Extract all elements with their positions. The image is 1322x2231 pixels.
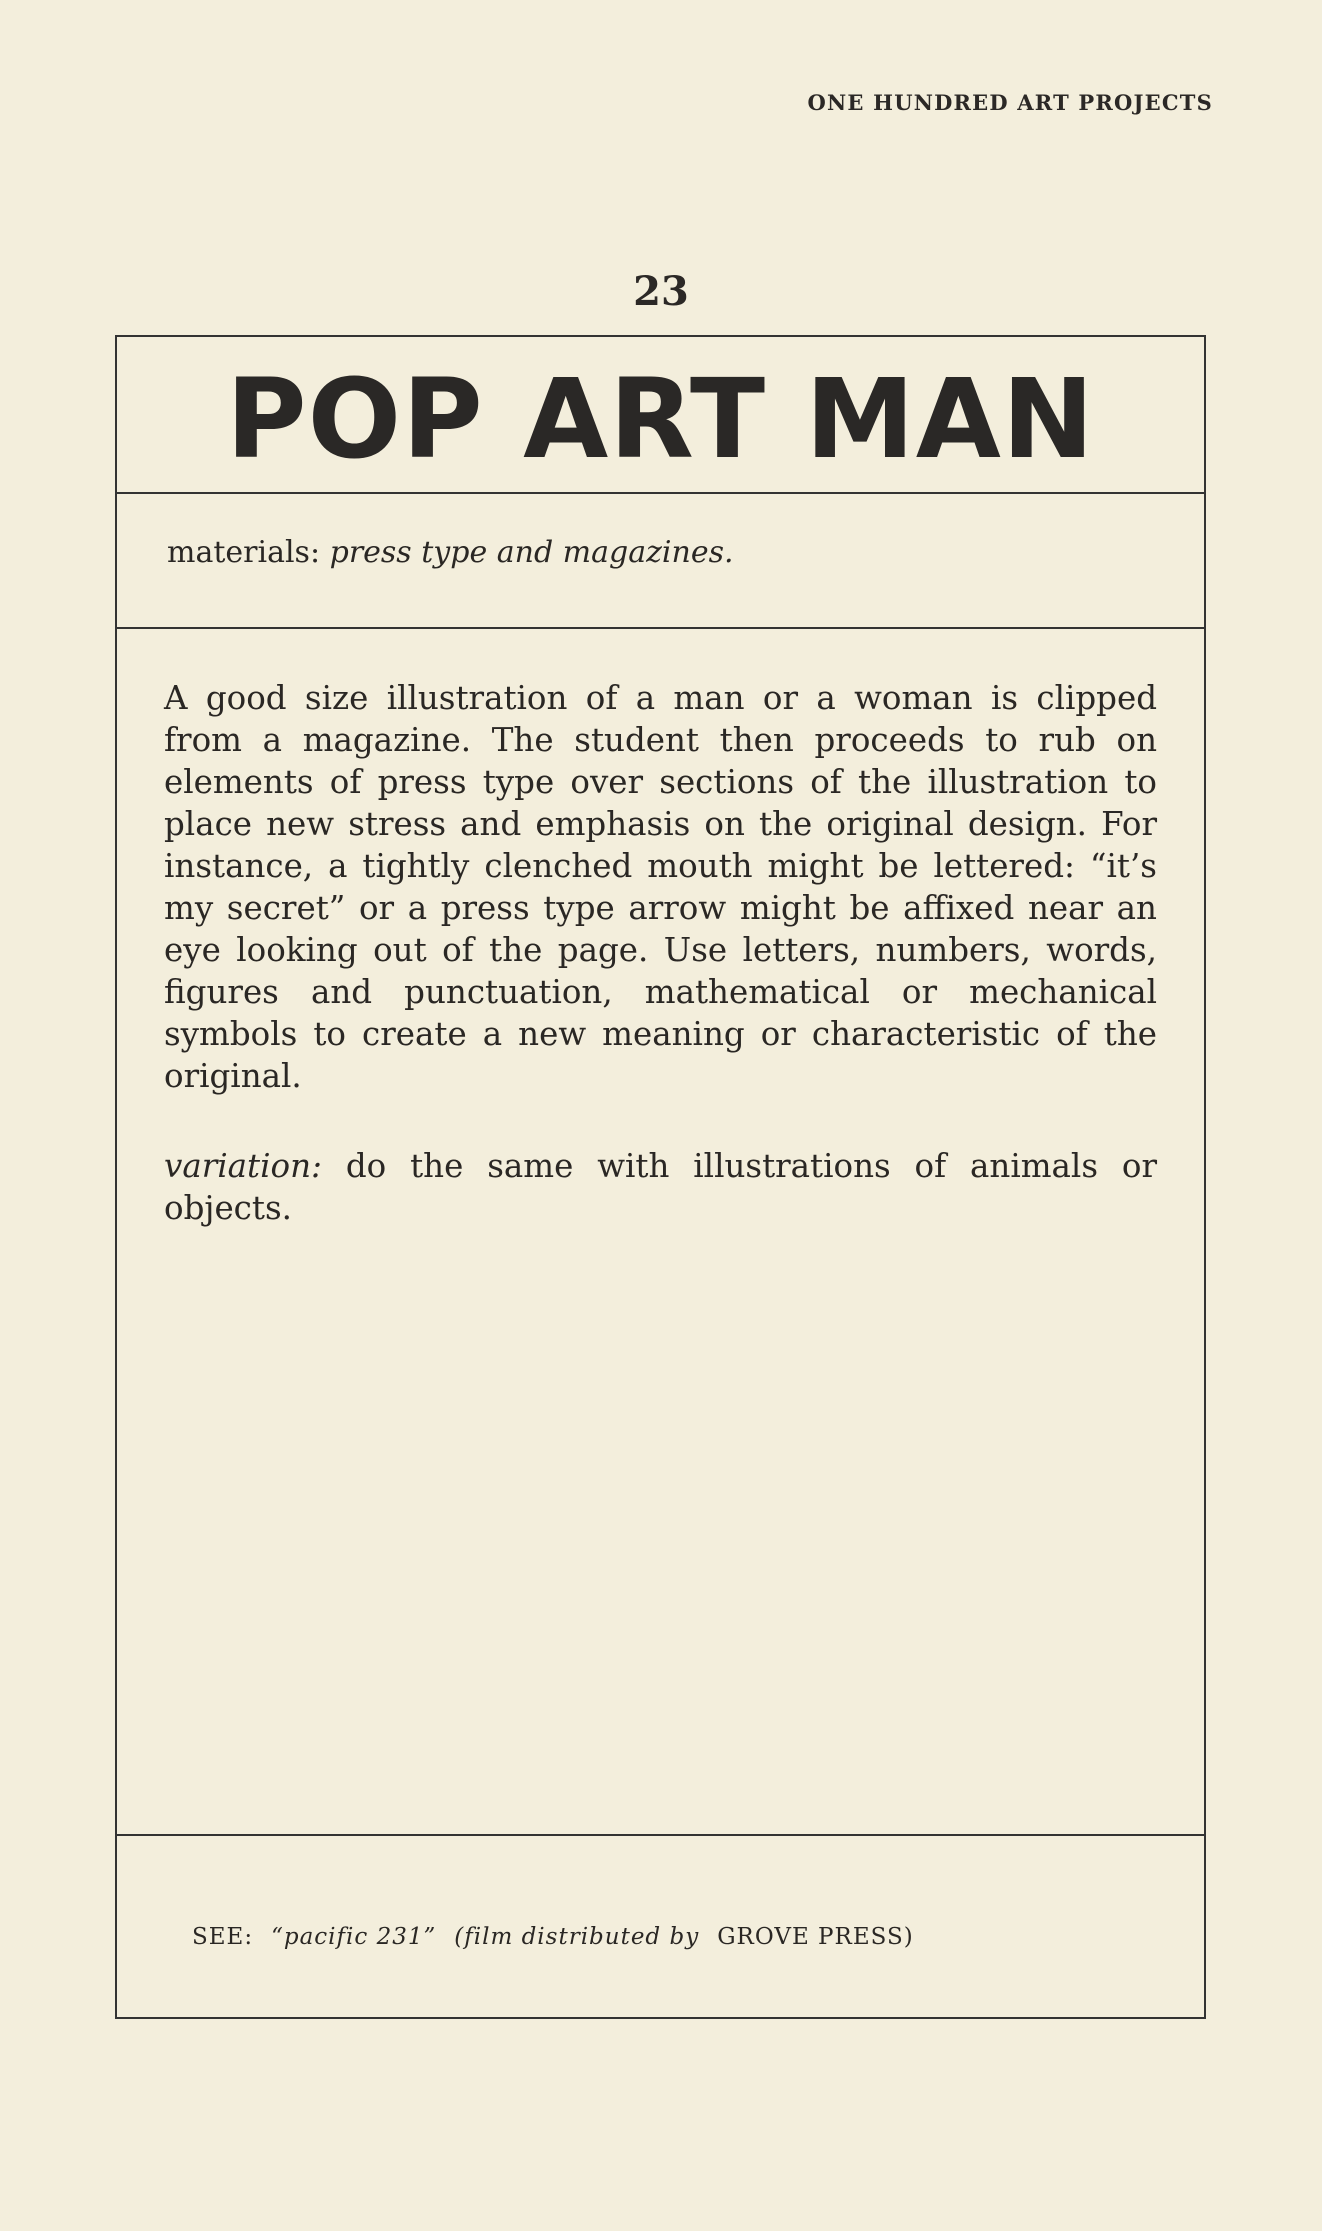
materials-value: press type and magazines. [329, 535, 734, 570]
distribution-prefix: (film distributed by [454, 1924, 700, 1950]
see-reference [192, 1924, 914, 1950]
project-frame [115, 335, 1206, 2019]
title-band [117, 337, 1204, 492]
variation-text: do the same with illustrations of animals or objects. [164, 1147, 1157, 1227]
divider-footer [117, 1834, 1204, 1836]
project-number: 23 [633, 268, 689, 315]
distributor: GROVE PRESS) [717, 1924, 914, 1950]
materials-line [167, 535, 734, 570]
film-title: “pacific 231” [271, 1924, 437, 1950]
divider-materials [117, 627, 1204, 629]
variation-paragraph [164, 1145, 1157, 1229]
materials-label: materials: [167, 535, 321, 570]
divider-title [117, 492, 1204, 494]
see-label: SEE: [192, 1924, 254, 1950]
project-description: A good size illustration of a man or a woman is clipped from a magazine. The student then proceeds to rub on elements of press type over sections of the illustration to place new stress and emphasis on the original design. For instance, a tightly clenched mouth might be lettered: “it’s my secret” or a press type arrow might be affixed near an eye looking out of the page. Use letters, numbers, words, figures and punctuation, mathematical or mechanical symbols to create a new meaning or characteristic of the original. [164, 679, 1157, 1095]
running-head: ONE HUNDRED ART PROJECTS [807, 90, 1213, 115]
project-title: POP ART MAN [226, 354, 1095, 483]
variation-label: variation: [164, 1147, 322, 1185]
